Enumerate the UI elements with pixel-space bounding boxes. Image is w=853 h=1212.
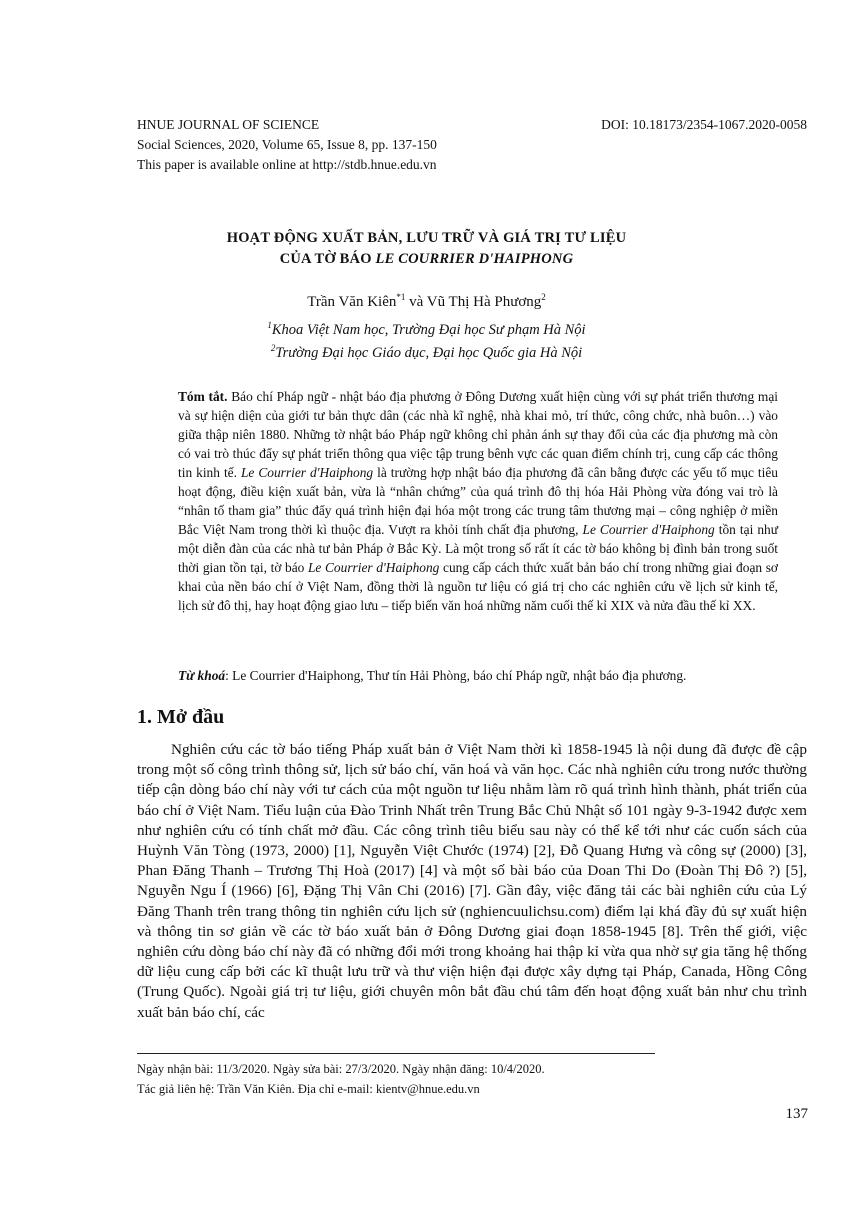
affiliation-2 xyxy=(0,345,853,362)
abstract-text-3: tồn tại như một diễn đàn của các nhà tư bản Pháp ở Bắc Kỳ. Là một trong số rất ít các tờ báo không bị đình bản trong suốt thời gian tồn tại, tờ báo xyxy=(178,522,778,575)
author-2-mark: 2 xyxy=(541,292,546,302)
title-prefix: CỦA TỜ BÁO xyxy=(279,251,376,267)
affiliation-1-mark: 1 xyxy=(267,320,272,331)
keywords xyxy=(178,666,778,685)
page-number: 137 xyxy=(785,1106,808,1122)
abstract-text-2: là trường hợp nhật báo địa phương đã cân bằng được các yếu tố mục tiêu hoạt động, điều kiện xuất bản, vừa là “nhân chứng” của quá trình đô thị hóa Hải Phòng vừa đóng vai trò là “nhân tố tham gia” thúc đẩy quá trình hiện đại hóa một trong các trung tâm thương mại – công nghiệp ở miền Bắc Việt Nam trong thời kì thuộc địa. Vượt ra khỏi tính chất địa phương, xyxy=(178,465,779,537)
volume-info: Social Sciences, 2020, Volume 65, Issue 8, pp. 137-150 xyxy=(137,137,437,152)
body-paragraph: Nghiên cứu các tờ báo tiếng Pháp xuất bản ở Việt Nam thời kì 1858-1945 là nội dung đã được đề cập trong một số công trình thông sử, lịch sử báo chí, văn hoá và văn học. Các nhà nghiên cứu trong nước thường tiếp cận dòng báo chí này với tư cách của một nguồn tư liệu nhằm làm rõ quá trình hình thành, phát triển của báo chí ở Việt Nam. Tiểu luận của Đào Trinh Nhất trên Trung Bắc Chủ Nhật số 101 ngày 9-3-1942 được xem như nghiên cứu có tính chất mở đầu. Các công trình tiêu biểu sau này có thể kể tới như các cuốn sách của Huỳnh Văn Tòng (1973, 2000) [1], Nguyễn Việt Chước (1974) [2], Đỗ Quang Hưng và công sự (2000) [3], Phan Đăng Thanh – Trương Thị Hoà (2017) [4] và một số bài báo của Doan Thi Do (Đoàn Thị Đô ?) [5], Nguyễn Ngu Í (1966) [6], Đặng Thị Vân Chi (2016) [7]. Gần đây, việc đăng tải các bài nghiên cứu của Lý Đăng Thanh trên trang thông tin nghiên cứu lịch sử (nghiencuulichsu.com) điểm lại khá đầy đủ sự xuất hiện và thông tin sơ giản về các tờ báo xuất bản ở Đông Dương giai đoạn 1858-1945 [8]. Trên thế giới, việc nghiên cứu dòng báo chí này đã có những đổi mới trong khoảng hai thập kỉ vừa qua nhờ sự gia tăng hệ thống dữ liệu cung cấp bởi các kĩ thuật lưu trữ và thư viện hiện đại được xây dựng tại Pháp, Canada, Hồng Công (Trung Quốc). Ngoài giá trị tư liệu, giới chuyên môn bắt đầu chú tâm đến hoạt động xuất bản như chu trình xuất bản báo chí, các xyxy=(137,741,807,1021)
author-joiner: và xyxy=(405,294,427,310)
abstract-newspaper-1: Le Courrier d'Haiphong xyxy=(240,465,374,480)
journal-name: HNUE JOURNAL OF SCIENCE xyxy=(137,117,320,132)
affiliation-1-text: Khoa Việt Nam học, Trường Đại học Sư phạm Hà Nội xyxy=(271,322,586,338)
abstract-text-4: cung cấp cách thức xuất bản báo chí trong những giai đoạn sơ khai của nền báo chí ở Việt Nam, đồng thời là nguồn tư liệu có giá trị cho các nghiên cứu về lịch sử kinh tế, lịch sử đô thị, hay hoạt động giao lưu – tiếp biến văn hoá những năm cuối thế kỉ XIX và nửa đầu thế kỉ XX. xyxy=(178,560,779,613)
abstract-newspaper-3: Le Courrier d'Haiphong xyxy=(307,560,440,575)
title-line-2 xyxy=(0,251,853,268)
keywords-label: Từ khoá xyxy=(178,668,226,683)
affiliation-1 xyxy=(0,322,853,339)
abstract-label: Tóm tắt. xyxy=(178,389,228,404)
footnote-dates: Ngày nhận bài: 11/3/2020. Ngày sửa bài: 27/3/2020. Ngày nhận đăng: 10/4/2020. xyxy=(137,1062,545,1076)
doi: DOI: 10.18173/2354-1067.2020-0058 xyxy=(601,117,807,132)
title-line-1: HOẠT ĐỘNG XUẤT BẢN, LƯU TRỮ VÀ GIÁ TRỊ TƯ LIỆU xyxy=(226,230,627,246)
author-1-mark: *1 xyxy=(396,292,406,302)
abstract-text-1: Báo chí Pháp ngữ - nhật báo địa phương ở Đông Dương xuất hiện cùng với sự phát triển thương mại và sự hiện diện của giới tư bản thực dân (các nhà kĩ nghệ, nhà khai mỏ, trí thức, công chức, nhà buôn…) vào giữa thập niên 1880. Những tờ nhật báo Pháp ngữ không chỉ phản ánh sự thay đổi của các địa phương mà còn có vai trò thúc đẩy sự phát triển thông qua việc tập trung bênh vực các quan điểm chính trị, cung cấp các thông tin kinh tế. xyxy=(178,389,778,480)
footnote-rule xyxy=(137,1053,655,1054)
affiliation-2-mark: 2 xyxy=(270,343,276,354)
abstract xyxy=(178,387,778,615)
footnote-contact: Tác giả liên hệ: Trần Văn Kiên. Địa chỉ e-mail: kientv@hnue.edu.vn xyxy=(137,1082,480,1096)
section-heading: 1. Mở đầu xyxy=(137,706,225,728)
title-newspaper: LE COURRIER D'HAIPHONG xyxy=(375,251,574,267)
author-2: Vũ Thị Hà Phương xyxy=(426,294,542,310)
online-info: This paper is available online at http://stdb.hnue.edu.vn xyxy=(137,157,437,172)
author-1: Trần Văn Kiên xyxy=(307,294,397,310)
affiliation-2-text: Trường Đại học Giáo dục, Đại học Quốc gia Hà Nội xyxy=(275,345,583,361)
keywords-text: : Le Courrier d'Haiphong, Thư tín Hải Phòng, báo chí Pháp ngữ, nhật báo địa phương. xyxy=(225,668,687,683)
authors xyxy=(0,294,853,311)
abstract-newspaper-2: Le Courrier d'Haiphong xyxy=(582,522,715,537)
